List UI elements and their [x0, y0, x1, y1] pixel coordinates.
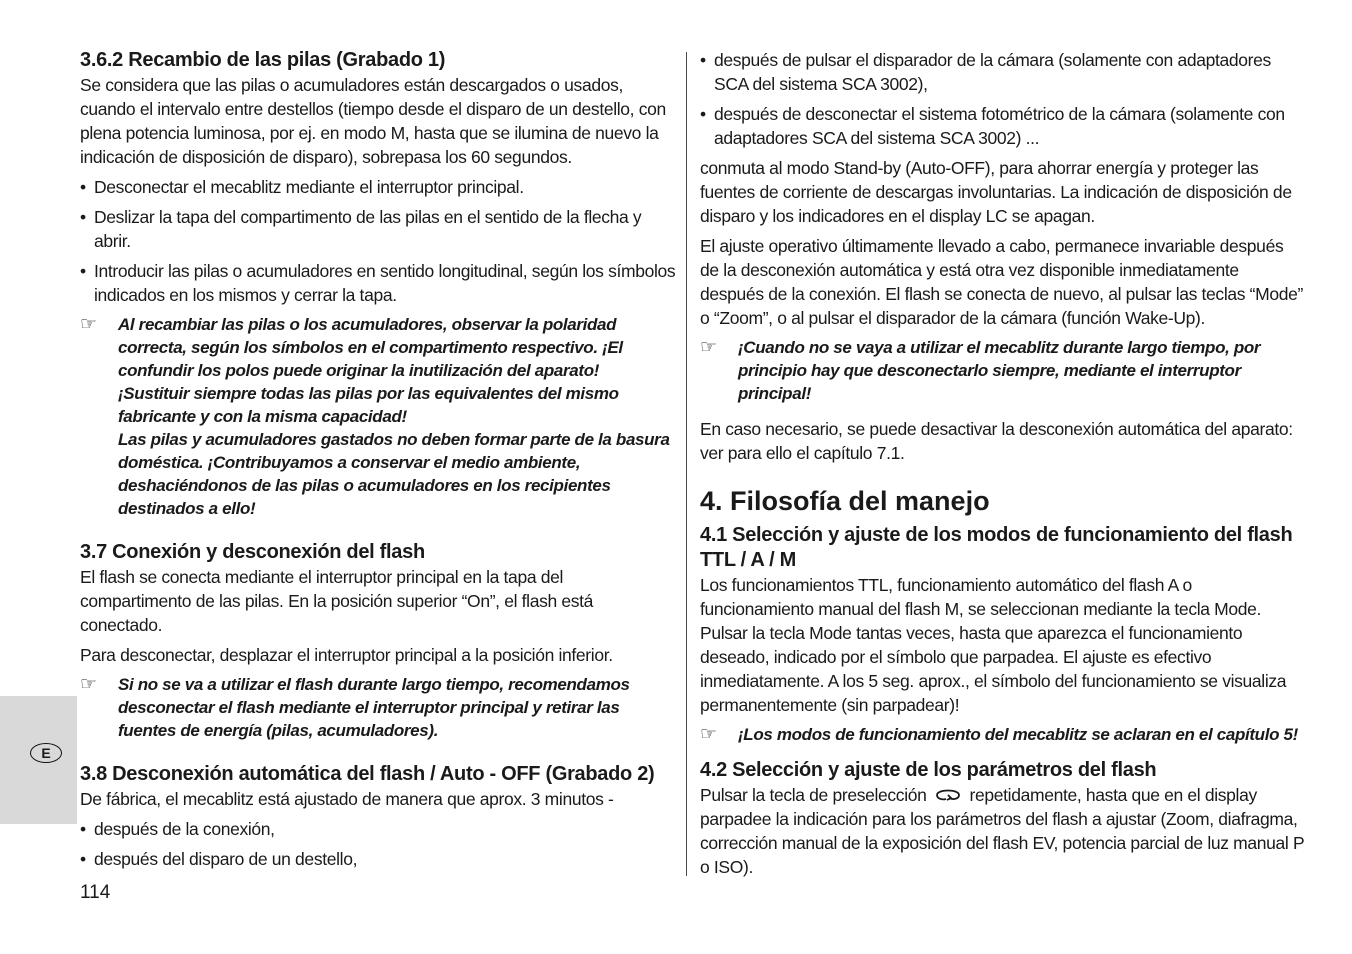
auto-off-text: El ajuste operativo últimamente llevado a cabo, permanece invariable después de la desconexión automática y está otra vez disponible inmediatamente después de la conexión. El flash se conecta de nuevo, al pulsar las teclas “Mode” o “Zoom”, o al pulsar el disparador de la cámara (función Wake-Up). — [700, 236, 1303, 328]
note-text: ¡Sustituir siempre todas las pilas por las equivalentes del mismo fabricante y con la misma capacidad! — [118, 384, 619, 426]
note-block — [80, 313, 678, 520]
list-item: • Desconectar el mecablitz mediante el interruptor principal. — [80, 177, 524, 197]
list-item: • Deslizar la tapa del compartimento de las pilas en el sentido de la flecha y abrir. — [80, 207, 642, 251]
list-item: • Introducir las pilas o acumuladores en sentido longitudinal, según los símbolos indicados en los mismos y cerrar la tapa. — [80, 261, 676, 305]
pointing-hand-icon: ☞ — [80, 314, 97, 335]
chapter-4-title: 4. Filosofía del manejo — [700, 486, 990, 516]
language-badge: E — [30, 743, 62, 763]
list-item: • después de desconectar el sistema fotométrico de la cámara (solamente con adaptadores SCA del sistema SCA 3002) ... — [700, 104, 1285, 148]
section-37-text: El flash se conecta mediante el interruptor principal en la tapa del compartimento de las pilas. En la posición superior “On”, el flash está conectado. — [80, 567, 594, 635]
note-text: Al recambiar las pilas o los acumuladores, observar la polaridad correcta, según los símbolos en el compartimento respectivo. ¡El confundir los polos puede originar la inutilización del aparato! — [118, 315, 623, 380]
section-37-text: Para desconectar, desplazar el interruptor principal a la posición inferior. — [80, 645, 613, 665]
list-item: • después de pulsar el disparador de la cámara (solamente con adaptadores SCA del sistema SCA 3002), — [700, 50, 1271, 94]
left-column — [80, 48, 678, 871]
section-38-title: 3.8 Desconexión automática del flash / Auto - OFF (Grabado 2) — [80, 763, 655, 785]
pointing-hand-icon: ☞ — [80, 674, 97, 695]
right-column — [700, 48, 1304, 879]
note-block — [700, 723, 1304, 746]
list-item: • después de la conexión, — [80, 819, 275, 839]
list-item: • después del disparo de un destello, — [80, 849, 358, 869]
section-38-text: De fábrica, el mecablitz está ajustado de manera que aprox. 3 minutos - — [80, 789, 614, 809]
section-42-text: Pulsar la tecla de preselección repetidamente, hasta que en el display parpadee la indicación para los parámetros del flash a ajustar (Zoom, diafragma, corrección manual de la exposición del flash EV, potencia parcial de luz manual P o ISO). — [700, 785, 1304, 877]
section-42-title: 4.2 Selección y ajuste de los parámetros del flash — [700, 759, 1157, 781]
preselect-key-icon — [931, 786, 965, 804]
note-text: Si no se va a utilizar el flash durante largo tiempo, recomendamos desconectar el flash mediante el interruptor principal y retirar las fuentes de energía (pilas, acumuladores). — [118, 675, 630, 740]
note-text: Las pilas y acumuladores gastados no deben formar parte de la basura doméstica. ¡Contribuyamos a conservar el medio ambiente, deshaciéndonos de las pilas o acumuladores en los recipientes destinados a ello! — [118, 430, 670, 518]
section-41-text: Los funcionamientos TTL, funcionamiento automático del flash A o funcionamiento manual del flash M, se seleccionan mediante la tecla Mode. Pulsar la tecla Mode tantas veces, hasta que aparezca el funcionamiento deseado, indicado por el símbolo que parpadea. El ajuste es efectivo inmediatamente. A los 5 seg. aprox., el símbolo del funcionamiento se visualiza permanentemente (sin parpadear)! — [700, 575, 1287, 715]
section-41-title: 4.1 Selección y ajuste de los modos de funcionamiento del flash TTL / A / M — [700, 524, 1293, 571]
page-number: 114 — [80, 882, 111, 903]
note-block — [80, 673, 678, 742]
section-37-title: 3.7 Conexión y desconexión del flash — [80, 541, 425, 563]
note-block — [700, 336, 1304, 405]
column-divider — [686, 52, 687, 876]
section-362-title: 3.6.2 Recambio de las pilas (Grabado 1) — [80, 49, 446, 71]
note-text: ¡Cuando no se vaya a utilizar el mecablitz durante largo tiempo, por principio hay que desconectarlo siempre, mediante el interruptor principal! — [738, 338, 1261, 403]
pointing-hand-icon: ☞ — [700, 337, 717, 358]
language-side-tab — [0, 696, 77, 824]
section-362-text: Se considera que las pilas o acumuladores están descargados o usados, cuando el intervalo entre destellos (tiempo desde el disparo de un destello, con plena potencia luminosa, por ej. en modo M, hasta que se ilumina de nuevo la indicación de disposición de disparo), sobrepasa los 60 segundos. — [80, 75, 666, 167]
auto-off-text: En caso necesario, se puede desactivar la desconexión automática del aparato: ver para ello el capítulo 7.1. — [700, 419, 1293, 463]
note-text: ¡Los modos de funcionamiento del mecablitz se aclaran en el capítulo 5! — [738, 725, 1298, 744]
auto-off-text: conmuta al modo Stand-by (Auto-OFF), para ahorrar energía y proteger las fuentes de corriente de descargas involuntarias. La indicación de disposición de disparo y los indicadores en el display LC se apagan. — [700, 158, 1292, 226]
pointing-hand-icon: ☞ — [700, 724, 717, 745]
